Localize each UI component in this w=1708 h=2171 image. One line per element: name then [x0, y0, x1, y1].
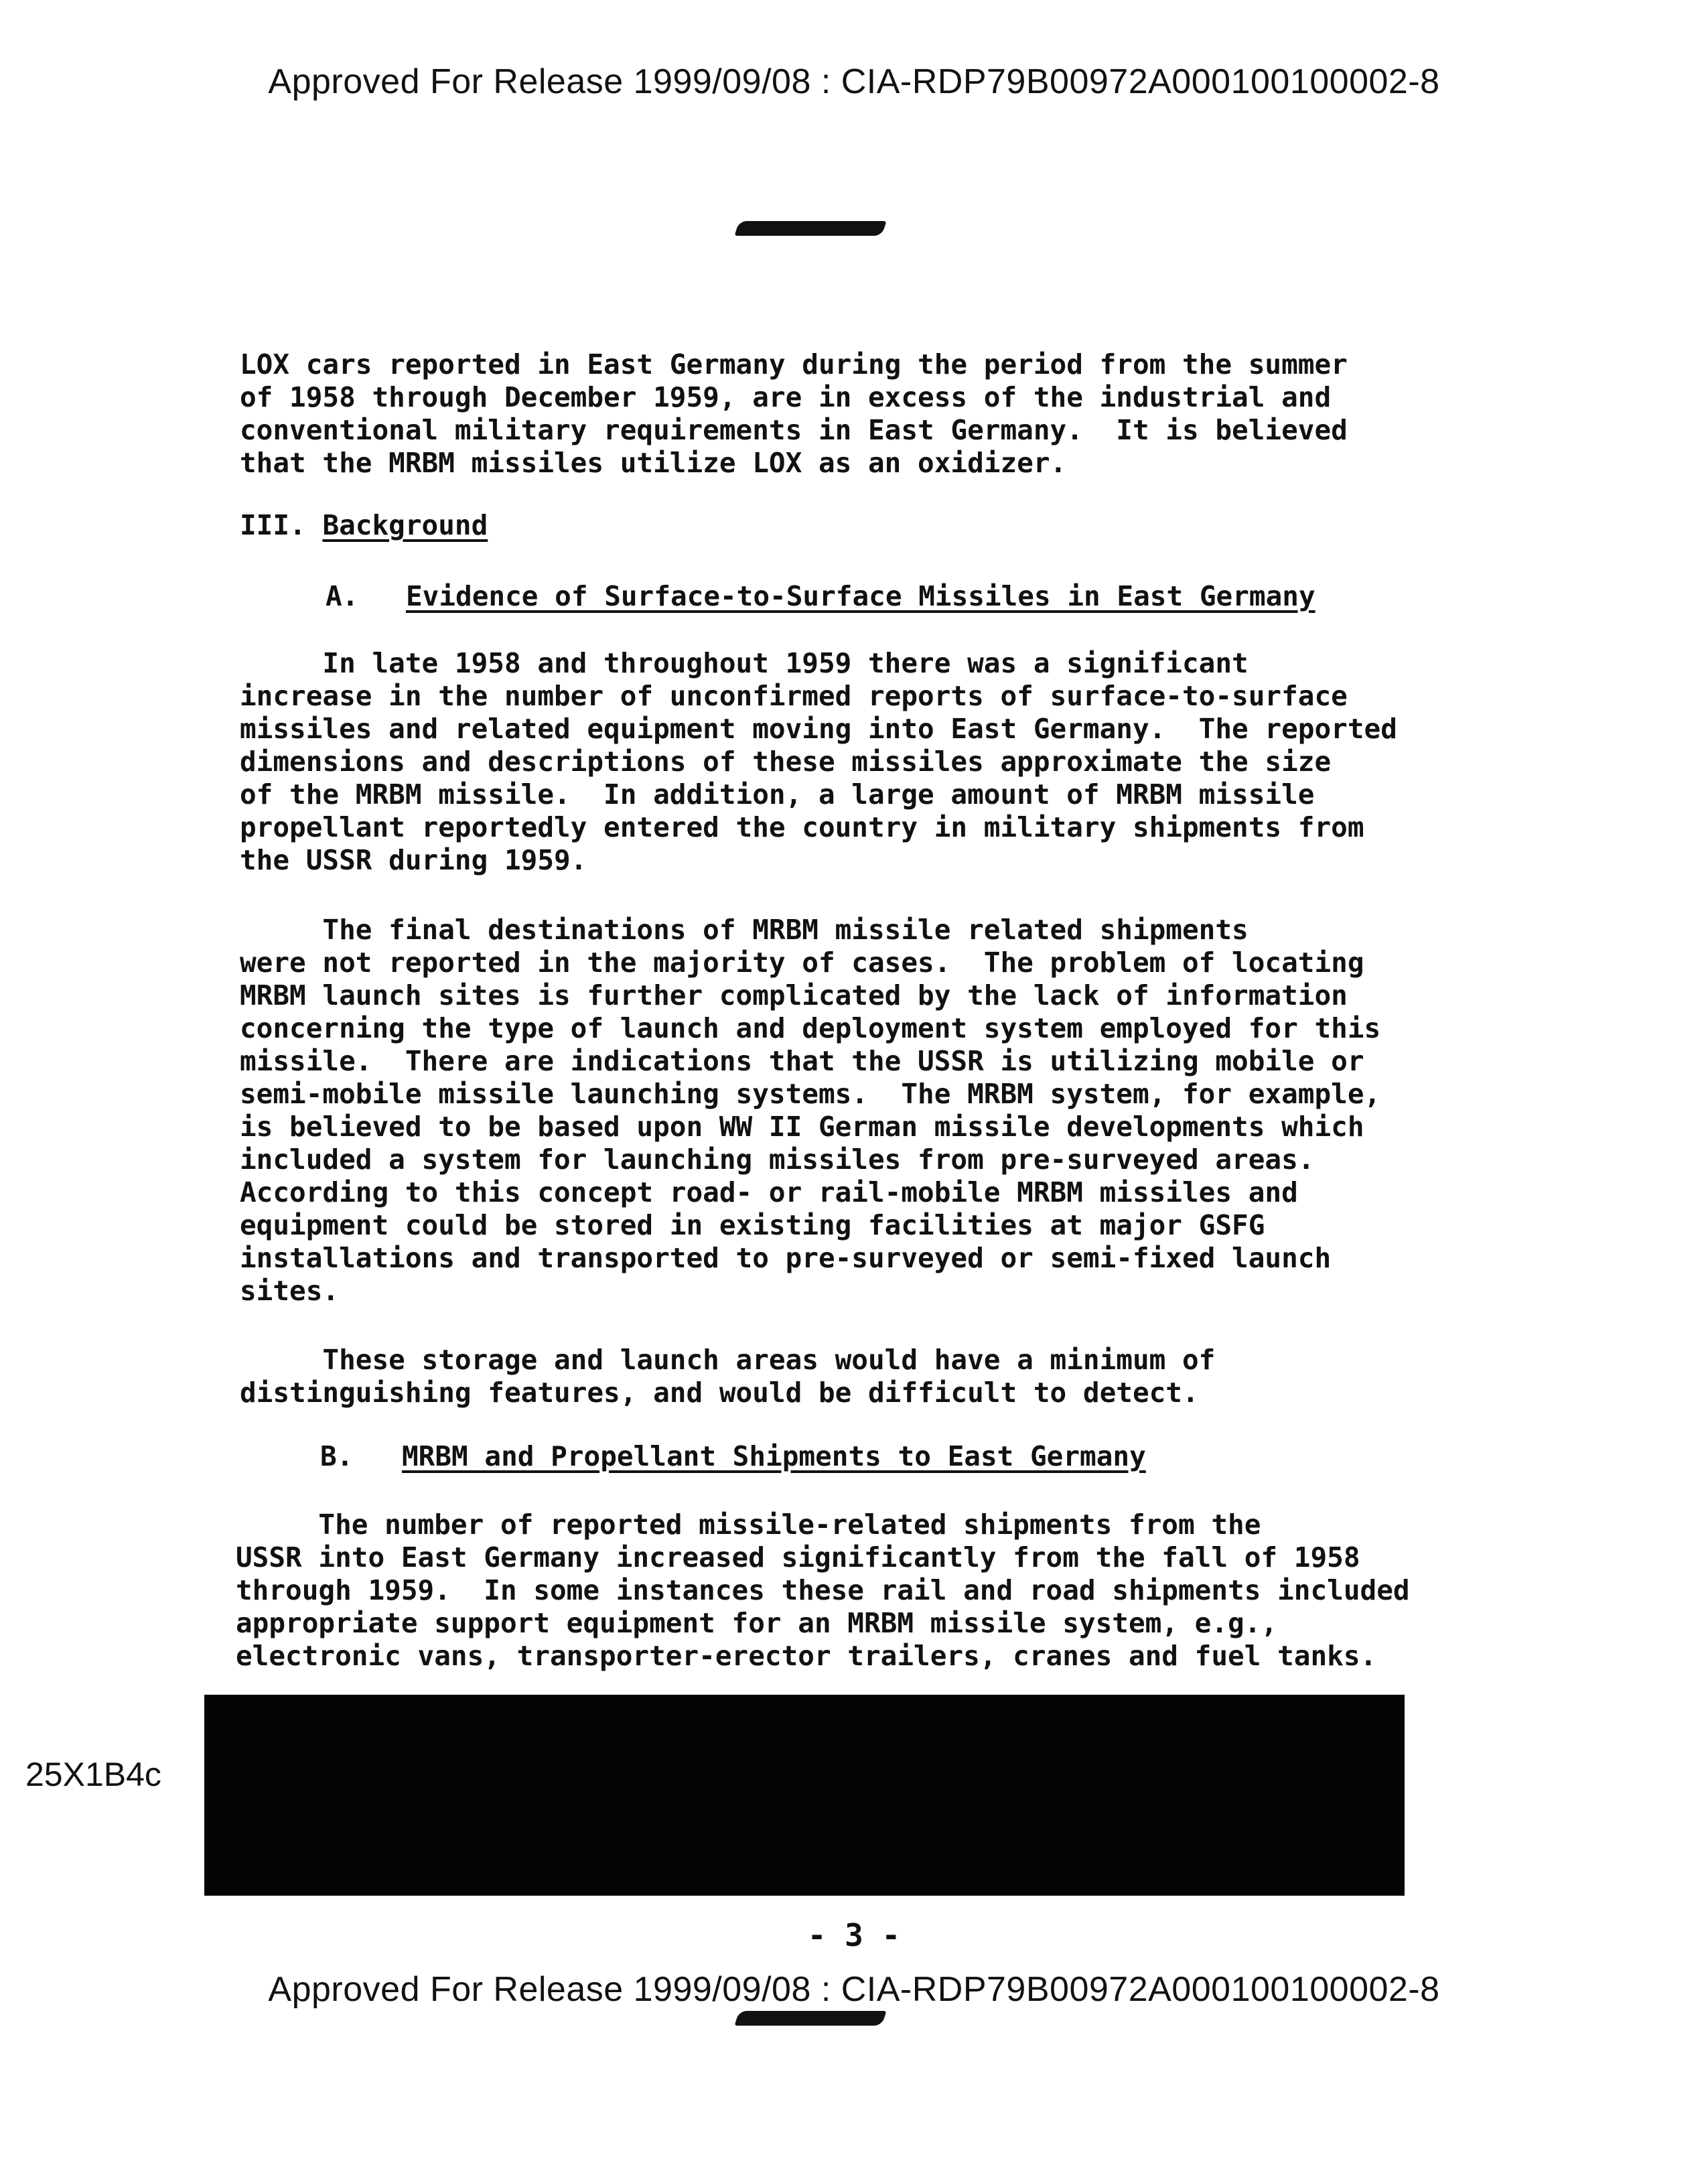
- section-b-heading: [320, 1440, 1146, 1472]
- intro-paragraph: LOX cars reported in East Germany during the period from the summer of 1958 through December 1959, are in excess of the industrial and conventional military requirements in East Germany. It is believed that the MRBM missiles utilize LOX as an oxidizer.: [240, 348, 1348, 479]
- section-iii-number: III.: [240, 509, 306, 541]
- section-iii-title: Background: [322, 509, 488, 541]
- release-footer: Approved For Release 1999/09/08 : CIA-RDP79B00972A000100100002-8: [268, 1970, 1440, 2009]
- page-number: - 3 -: [807, 1917, 901, 1953]
- section-a-heading: [326, 580, 1315, 612]
- classification-stamp-bottom: [734, 2011, 886, 2026]
- section-b-title: MRBM and Propellant Shipments to East Germany: [402, 1440, 1146, 1472]
- classification-stamp-top: [734, 221, 886, 236]
- section-b-label: B.: [320, 1440, 354, 1472]
- section-b-paragraph-1: The number of reported missile-related shipments from the USSR into East Germany increased significantly from the fall of 1958 through 1959. In some instances these rail and road shipments included appropriate support equipment for an MRBM missile system, e.g., electronic vans, transporter-erector trailers, cranes and fuel tanks.: [236, 1509, 1410, 1672]
- section-a-paragraph-3: These storage and launch areas would have a minimum of distinguishing features, and would be difficult to detect.: [240, 1344, 1216, 1409]
- release-header: Approved For Release 1999/09/08 : CIA-RDP79B00972A000100100002-8: [268, 62, 1440, 101]
- section-a-title: Evidence of Surface-to-Surface Missiles in East Germany: [406, 580, 1315, 612]
- section-a-paragraph-1: In late 1958 and throughout 1959 there was a significant increase in the number of unconfirmed reports of surface-to-surface missiles and related equipment moving into East Germany. The reported dimensions and descriptions of these missiles approximate the size of the MRBM missile. In addition, a large amount of MRBM missile propellant reportedly entered the country in military shipments from the USSR during 1959.: [240, 647, 1397, 876]
- redaction-block: [204, 1695, 1405, 1896]
- section-a-paragraph-2: The final destinations of MRBM missile related shipments were not reported in the majority of cases. The problem of locating MRBM launch sites is further complicated by the lack of information concerning the type of launch and deployment system employed for this missile. There are indications that the USSR is utilizing mobile or semi-mobile missile launching systems. The MRBM system, for example, is believed to be based upon WW II German missile developments which included a system for launching missiles from pre-surveyed areas. According to this concept road- or rail-mobile MRBM missiles and equipment could be stored in existing facilities at major GSFG installations and transported to pre-surveyed or semi-fixed launch sites.: [240, 914, 1381, 1307]
- section-iii-heading: [240, 509, 488, 541]
- redaction-code-label: 25X1B4c: [25, 1756, 161, 1793]
- section-a-label: A.: [326, 580, 359, 612]
